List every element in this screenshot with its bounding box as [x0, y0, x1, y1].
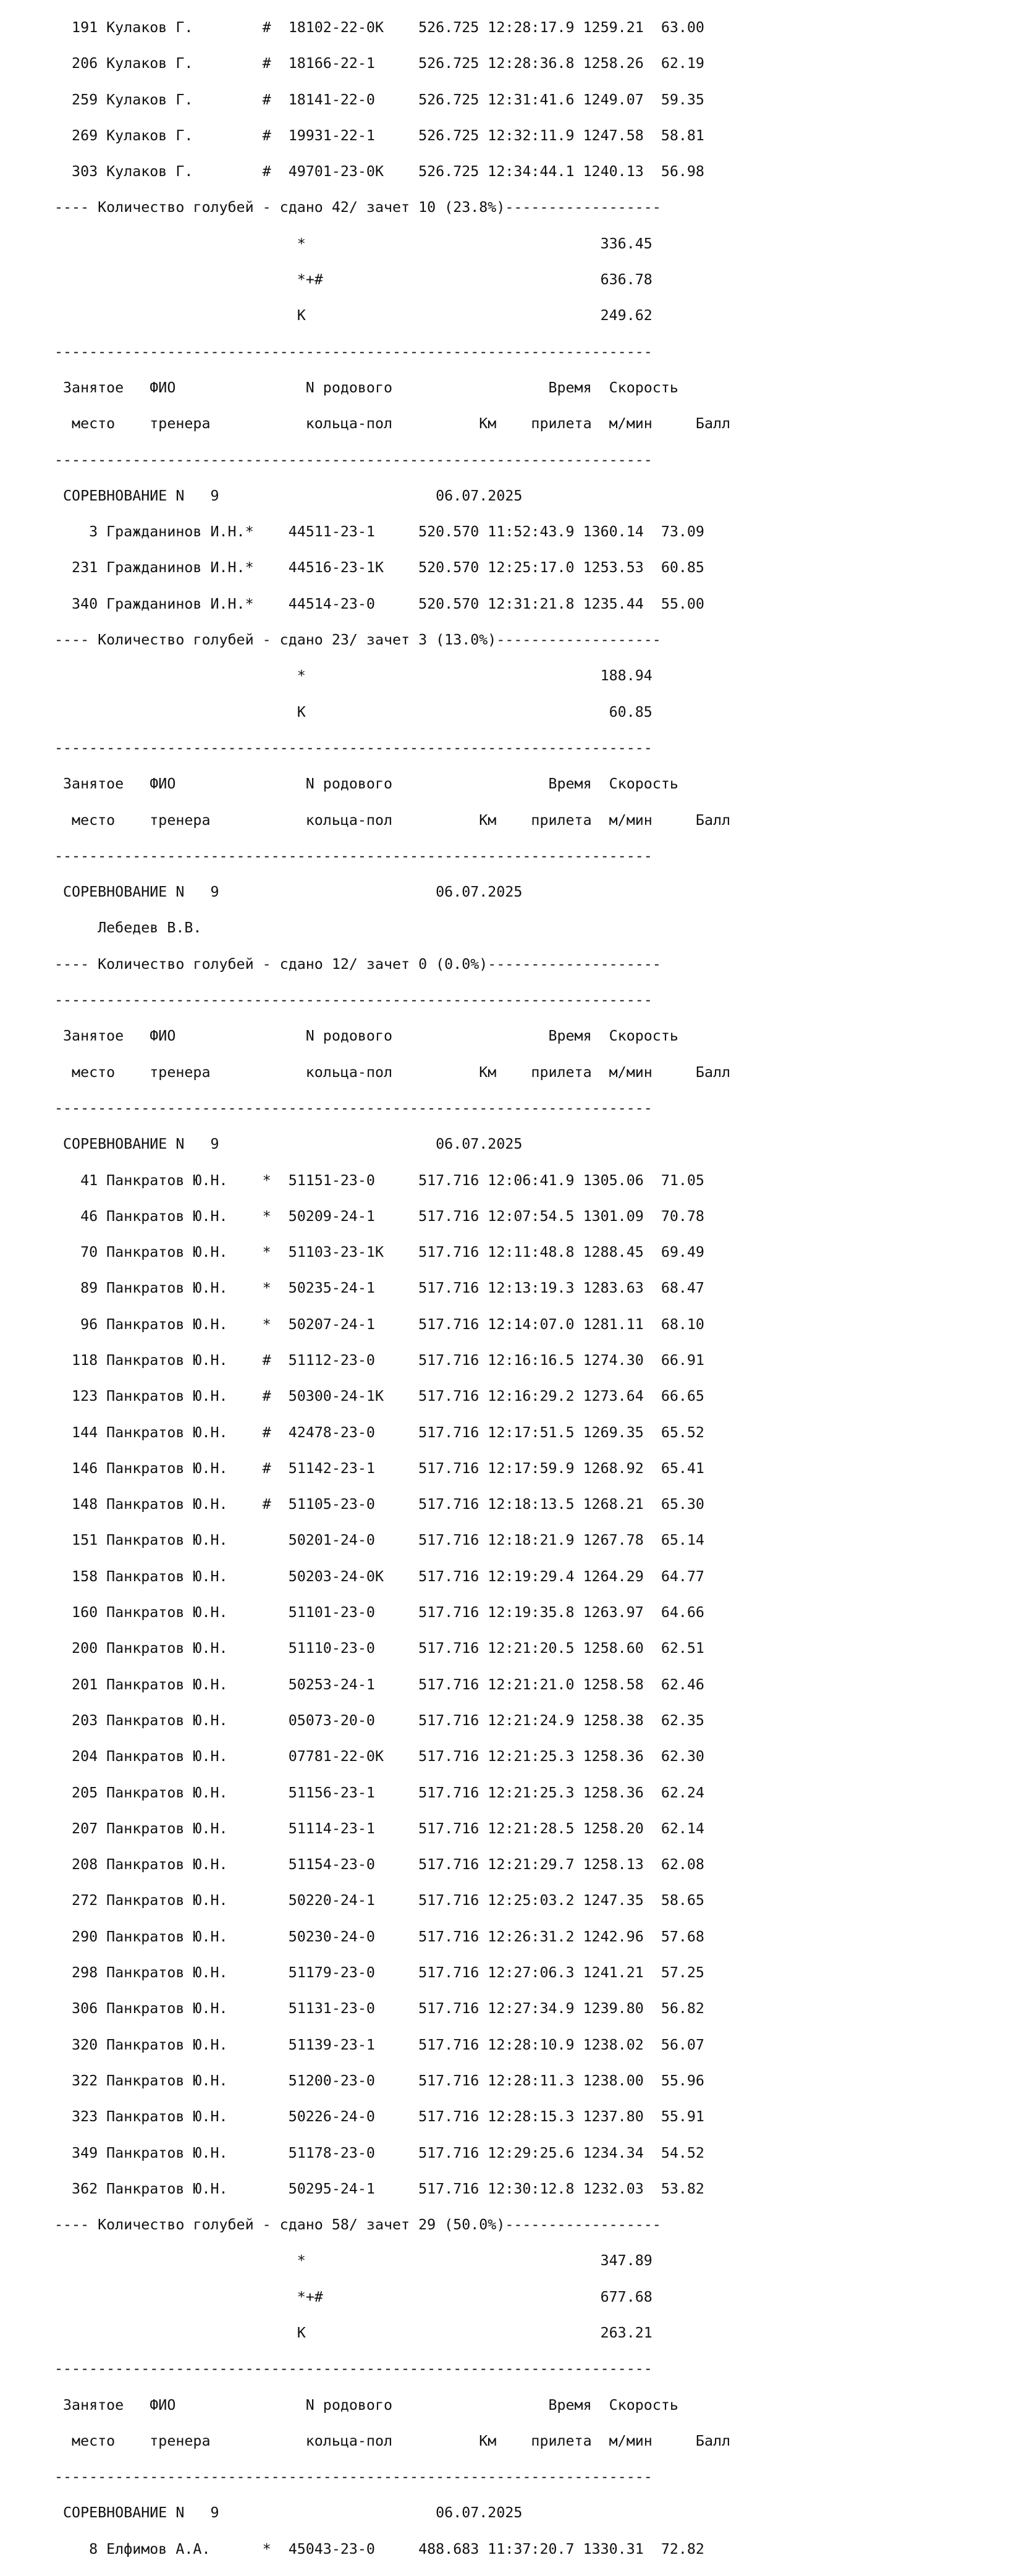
- result-row: 96 Панкратов Ю.Н. * 50207-24-1 517.716 12:14:07.0 1281.11 68.10: [54, 1315, 704, 1333]
- result-row: 201 Панкратов Ю.Н. 50253-24-1 517.716 12:21:21.0 1258.58 62.46: [54, 1676, 704, 1693]
- rule: ---------------------------------------------------------------------: [54, 992, 652, 1009]
- result-row: 231 Гражданинов И.Н.* 44516-23-1К 520.570 12:25:17.0 1253.53 60.85: [54, 559, 704, 576]
- result-row: 290 Панкратов Ю.Н. 50230-24-0 517.716 12:26:31.2 1242.96 57.68: [54, 1928, 704, 1945]
- result-row: 298 Панкратов Ю.Н. 51179-23-0 517.716 12:27:06.3 1241.21 57.25: [54, 1964, 704, 1982]
- result-row: 272 Панкратов Ю.Н. 50220-24-1 517.716 12:25:03.2 1247.35 58.65: [54, 1892, 704, 1909]
- total-line: *+# 677.68: [54, 2288, 652, 2305]
- column-header-row: место тренера кольца-пол Км прилета м/мин Балл: [54, 2432, 731, 2449]
- summary-line: ---- Количество голубей - сдано 58/ зачет 29 (50.0%)------------------: [54, 2216, 661, 2234]
- result-row: 208 Панкратов Ю.Н. 51154-23-0 517.716 12:21:29.7 1258.13 62.08: [54, 1856, 704, 1873]
- result-row: 41 Панкратов Ю.Н. * 51151-23-0 517.716 12:06:41.9 1305.06 71.05: [54, 1172, 704, 1189]
- result-row: 205 Панкратов Ю.Н. 51156-23-1 517.716 12:21:25.3 1258.36 62.24: [54, 1784, 704, 1801]
- result-row: 320 Панкратов Ю.Н. 51139-23-1 517.716 12:28:10.9 1238.02 56.07: [54, 2036, 704, 2053]
- result-row: 323 Панкратов Ю.Н. 50226-24-0 517.716 12:28:15.3 1237.80 55.91: [54, 2108, 704, 2126]
- result-row: 151 Панкратов Ю.Н. 50201-24-0 517.716 12:18:21.9 1267.78 65.14: [54, 1532, 704, 1549]
- summary-line: ---- Количество голубей - сдано 12/ зачет 0 (0.0%)--------------------: [54, 955, 661, 973]
- column-header-row: место тренера кольца-пол Км прилета м/мин Балл: [54, 811, 731, 829]
- column-header-row: Занятое ФИО N родового Время Скорость: [54, 379, 687, 396]
- total-line: *+# 636.78: [54, 271, 652, 289]
- report-text: [0, 19, 1022, 2576]
- competition-title-line: СОРЕВНОВАНИЕ N 9 06.07.2025: [54, 487, 523, 504]
- summary-line: ---- Количество голубей - сдано 42/ зачет 10 (23.8%)------------------: [54, 199, 661, 216]
- result-row: 3 Гражданинов И.Н.* 44511-23-1 520.570 11:52:43.9 1360.14 73.09: [54, 523, 704, 541]
- result-row: 207 Панкратов Ю.Н. 51114-23-1 517.716 12:21:28.5 1258.20 62.14: [54, 1820, 704, 1837]
- result-row: 191 Кулаков Г. # 18102-22-0К 526.725 12:28:17.9 1259.21 63.00: [54, 19, 704, 36]
- result-row: 160 Панкратов Ю.Н. 51101-23-0 517.716 12:19:35.8 1263.97 64.66: [54, 1604, 704, 1621]
- total-line: К 249.62: [54, 307, 652, 324]
- rule: ---------------------------------------------------------------------: [54, 1099, 652, 1117]
- result-row: 8 Елфимов А.А. * 45043-23-0 488.683 11:37:20.7 1330.31 72.82: [54, 2540, 704, 2557]
- result-row: 89 Панкратов Ю.Н. * 50235-24-1 517.716 12:13:19.3 1283.63 68.47: [54, 1280, 704, 1297]
- result-row: 200 Панкратов Ю.Н. 51110-23-0 517.716 12:21:20.5 1258.60 62.51: [54, 1640, 704, 1657]
- result-row: 322 Панкратов Ю.Н. 51200-23-0 517.716 12:28:11.3 1238.00 55.96: [54, 2072, 704, 2089]
- trainer-name-line: Лебедев В.В.: [54, 919, 202, 937]
- result-row: 46 Панкратов Ю.Н. * 50209-24-1 517.716 12:07:54.5 1301.09 70.78: [54, 1207, 704, 1225]
- result-row: 259 Кулаков Г. # 18141-22-0 526.725 12:31:41.6 1249.07 59.35: [54, 91, 704, 108]
- result-row: 340 Гражданинов И.Н.* 44514-23-0 520.570 12:31:21.8 1235.44 55.00: [54, 595, 704, 612]
- result-row: 158 Панкратов Ю.Н. 50203-24-0К 517.716 12:19:29.4 1264.29 64.77: [54, 1568, 704, 1585]
- result-row: 349 Панкратов Ю.Н. 51178-23-0 517.716 12:29:25.6 1234.34 54.52: [54, 2144, 704, 2161]
- competition-title-line: СОРЕВНОВАНИЕ N 9 06.07.2025: [54, 1136, 523, 1153]
- result-row: 144 Панкратов Ю.Н. # 42478-23-0 517.716 12:17:51.5 1269.35 65.52: [54, 1424, 704, 1441]
- total-line: К 60.85: [54, 703, 652, 720]
- result-row: 204 Панкратов Ю.Н. 07781-22-0К 517.716 12:21:25.3 1258.36 62.30: [54, 1748, 704, 1765]
- rule: ---------------------------------------------------------------------: [54, 2360, 652, 2378]
- rule: ---------------------------------------------------------------------: [54, 847, 652, 864]
- rule: ---------------------------------------------------------------------: [54, 451, 652, 468]
- total-line: * 347.89: [54, 2252, 652, 2270]
- competition-title-line: СОРЕВНОВАНИЕ N 9 06.07.2025: [54, 2504, 523, 2522]
- total-line: К 263.21: [54, 2325, 652, 2341]
- rule: ---------------------------------------------------------------------: [54, 343, 652, 360]
- result-row: 206 Кулаков Г. # 18166-22-1 526.725 12:28:36.8 1258.26 62.19: [54, 55, 704, 72]
- result-row: 70 Панкратов Ю.Н. * 51103-23-1К 517.716 12:11:48.8 1288.45 69.49: [54, 1244, 704, 1261]
- result-row: 203 Панкратов Ю.Н. 05073-20-0 517.716 12:21:24.9 1258.38 62.35: [54, 1712, 704, 1729]
- total-line: * 336.45: [54, 235, 652, 252]
- result-row: 362 Панкратов Ю.Н. 50295-24-1 517.716 12:30:12.8 1232.03 53.82: [54, 2180, 704, 2197]
- result-row: 269 Кулаков Г. # 19931-22-1 526.725 12:32:11.9 1247.58 58.81: [54, 127, 704, 144]
- result-row: 306 Панкратов Ю.Н. 51131-23-0 517.716 12:27:34.9 1239.80 56.82: [54, 2000, 704, 2017]
- summary-line: ---- Количество голубей - сдано 23/ зачет 3 (13.0%)-------------------: [54, 631, 661, 649]
- column-header-row: Занятое ФИО N родового Время Скорость: [54, 1028, 687, 1045]
- column-header-row: Занятое ФИО N родового Время Скорость: [54, 775, 687, 793]
- rule: ---------------------------------------------------------------------: [54, 739, 652, 756]
- column-header-row: место тренера кольца-пол Км прилета м/мин Балл: [54, 415, 731, 433]
- rule: ---------------------------------------------------------------------: [54, 2468, 652, 2486]
- result-row: 146 Панкратов Ю.Н. # 51142-23-1 517.716 12:17:59.9 1268.92 65.41: [54, 1459, 704, 1477]
- result-row: 303 Кулаков Г. # 49701-23-0К 526.725 12:34:44.1 1240.13 56.98: [54, 163, 704, 180]
- column-header-row: Занятое ФИО N родового Время Скорость: [54, 2396, 687, 2413]
- competition-title-line: СОРЕВНОВАНИЕ N 9 06.07.2025: [54, 884, 523, 901]
- result-row: 148 Панкратов Ю.Н. # 51105-23-0 517.716 12:18:13.5 1268.21 65.30: [54, 1496, 704, 1513]
- result-row: 123 Панкратов Ю.Н. # 50300-24-1К 517.716 12:16:29.2 1273.64 66.65: [54, 1388, 704, 1405]
- total-line: * 188.94: [54, 667, 652, 685]
- result-row: 118 Панкратов Ю.Н. # 51112-23-0 517.716 12:16:16.5 1274.30 66.91: [54, 1351, 704, 1369]
- column-header-row: место тренера кольца-пол Км прилета м/мин Балл: [54, 1063, 731, 1081]
